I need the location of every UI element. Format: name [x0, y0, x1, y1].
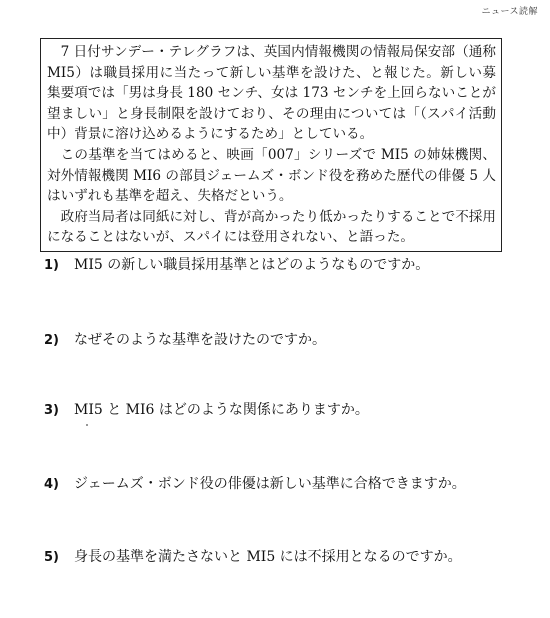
question-text: MI5 と MI6 はどのような関係にありますか。: [74, 402, 369, 418]
news-article-box: [40, 38, 502, 252]
question-number: 2): [44, 333, 59, 348]
question-number: 1): [44, 258, 59, 273]
question-4: [44, 475, 466, 494]
article-paragraph-3: 政府当局者は同紙に対し、背が高かったり低かったりすることで不採用になることはないが、スパイには登用されない、と語った。: [47, 208, 496, 246]
question-number: 3): [44, 403, 59, 418]
scan-speck: [86, 424, 88, 426]
question-text: なぜそのような基準を設けたのですか。: [74, 332, 326, 348]
article-paragraph-2: この基準を当てはめると、映画「007」シリーズで MI5 の姉妹機関、対外情報機関 MI6 の部員ジェームズ・ボンド役を務めた歴代の俳優 5 人はいずれも基準を超え、失格だという。: [47, 146, 496, 205]
question-number: 4): [44, 477, 59, 492]
question-3: [44, 401, 369, 420]
question-text: 身長の基準を満たさないと MI5 には不採用となるのですか。: [74, 549, 462, 565]
question-text: ジェームズ・ボンド役の俳優は新しい基準に合格できますか。: [74, 476, 466, 492]
article-paragraph-1: 7 日付サンデー・テレグラフは、英国内情報機関の情報局保安部（通称 MI5）は職員採用に当たって新しい基準を設けた、と報じた。新しい募集要項では「男は身長 180 センチ、女は 173 センチを上回らないことが望ましい」と身長制限を設けており、その理由については「（スパイ活動中）背景に溶け込めるようにするため」としている。: [47, 44, 496, 143]
section-label: ニュース読解: [481, 7, 538, 17]
question-1: [44, 256, 429, 275]
question-number: 5): [44, 550, 59, 565]
question-5: [44, 548, 462, 567]
question-2: [44, 331, 326, 350]
question-text: MI5 の新しい職員採用基準とはどのようなものですか。: [74, 257, 430, 273]
